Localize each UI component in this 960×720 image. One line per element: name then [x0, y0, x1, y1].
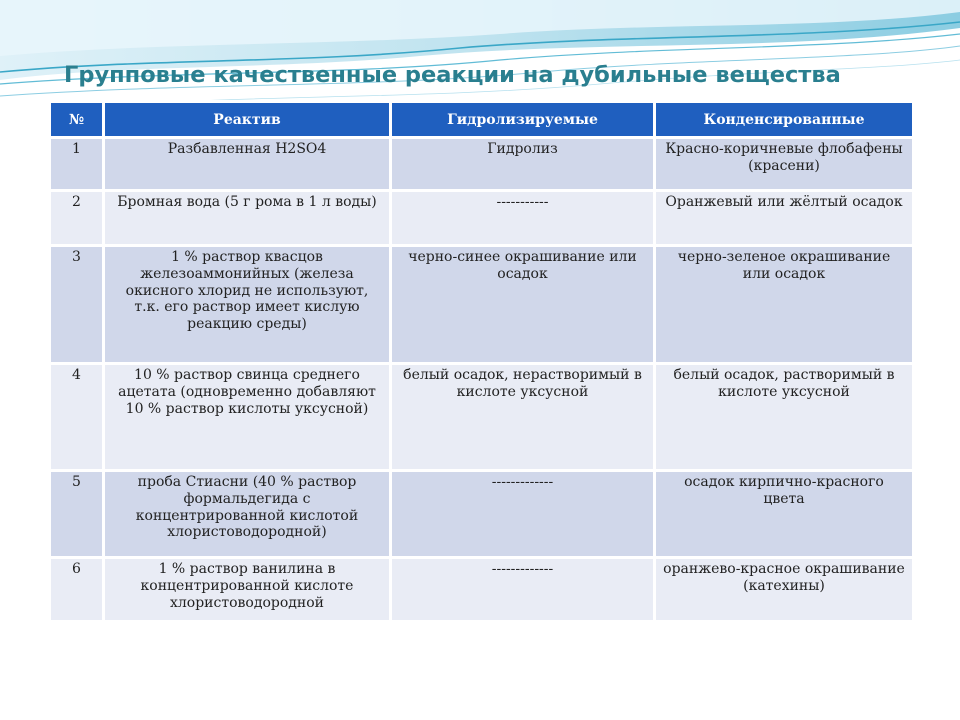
header-cell-number: №	[50, 102, 104, 138]
cell-hydrolyzable: -------------	[391, 558, 655, 622]
cell-number: 5	[50, 471, 104, 558]
cell-condensed: черно-зеленое окрашивание или осадок	[655, 246, 914, 364]
cell-number: 4	[50, 364, 104, 471]
cell-reagent: проба Стиасни (40 % раствор формальдегида с концентрированной кислотой хлористоводородной)	[104, 471, 391, 558]
cell-number: 1	[50, 138, 104, 191]
cell-reagent: 1 % раствор ванилина в концентрированной кислоте хлористоводородной	[104, 558, 391, 622]
table-row	[50, 558, 914, 622]
cell-condensed: оранжево-красное окрашивание (катехины)	[655, 558, 914, 622]
cell-condensed: Красно-коричневые флобафены (красени)	[655, 138, 914, 191]
reactions-table	[48, 100, 915, 623]
cell-hydrolyzable: -------------	[391, 471, 655, 558]
cell-reagent: 10 % раствор свинца среднего ацетата (одновременно добавляют 10 % раствор кислоты уксусной)	[104, 364, 391, 471]
header-row	[50, 102, 914, 138]
cell-condensed: белый осадок, растворимый в кислоте уксусной	[655, 364, 914, 471]
header-cell-reagent: Реактив	[104, 102, 391, 138]
table-row	[50, 364, 914, 471]
cell-hydrolyzable: белый осадок, нерастворимый в кислоте уксусной	[391, 364, 655, 471]
cell-reagent: Разбавленная H2SO4	[104, 138, 391, 191]
cell-number: 6	[50, 558, 104, 622]
cell-hydrolyzable: -----------	[391, 191, 655, 246]
cell-number: 3	[50, 246, 104, 364]
table-row	[50, 246, 914, 364]
table-row	[50, 471, 914, 558]
table-row	[50, 138, 914, 191]
cell-condensed: Оранжевый или жёлтый осадок	[655, 191, 914, 246]
cell-hydrolyzable: черно-синее окрашивание или осадок	[391, 246, 655, 364]
cell-reagent: 1 % раствор квасцов железоаммонийных (железа окисного хлорид не используют, т.к. его раствор имеет кислую реакцию среды)	[104, 246, 391, 364]
header-cell-condensed: Конденсированные	[655, 102, 914, 138]
cell-hydrolyzable: Гидролиз	[391, 138, 655, 191]
slide-title: Групповые качественные реакции на дубильные вещества	[64, 62, 841, 88]
cell-number: 2	[50, 191, 104, 246]
cell-reagent: Бромная вода (5 г рома в 1 л воды)	[104, 191, 391, 246]
table-row	[50, 191, 914, 246]
cell-condensed: осадок кирпично-красного цвета	[655, 471, 914, 558]
header-cell-hydrolyzable: Гидролизируемые	[391, 102, 655, 138]
